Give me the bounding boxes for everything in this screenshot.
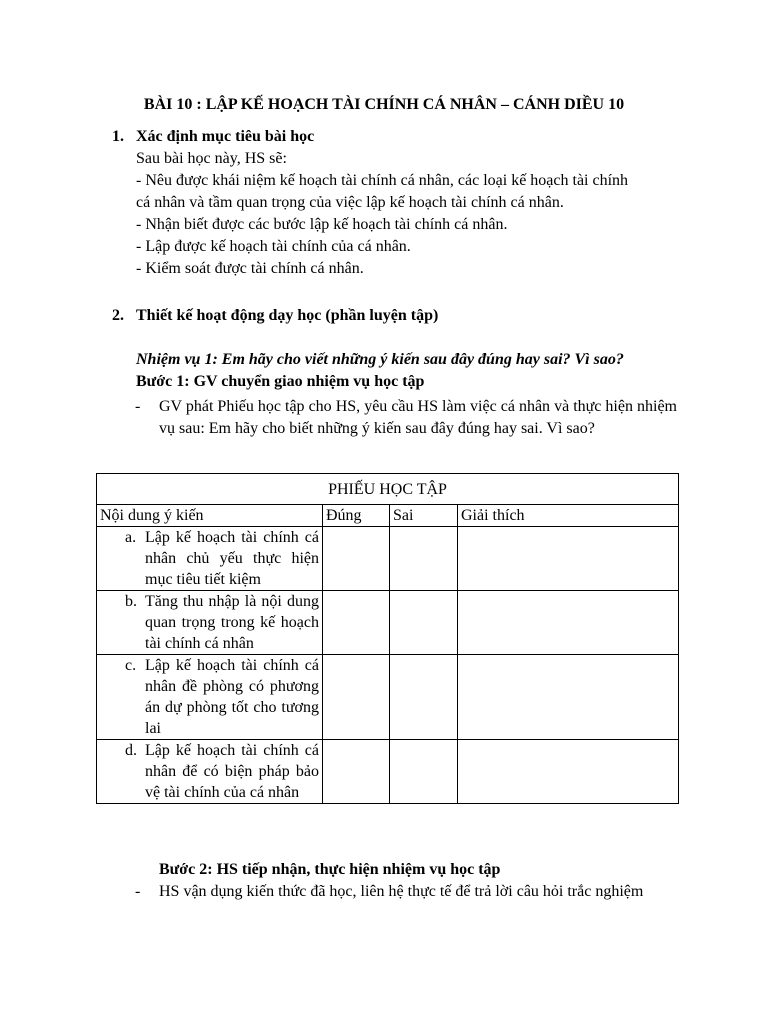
opinion-text: Lập kế hoạch tài chính cá nhân đề phòng có phương án dự phòng tốt cho tương lai bbox=[145, 657, 319, 737]
false-answer-cell[interactable] bbox=[390, 591, 458, 655]
opinion-label: a. bbox=[125, 529, 137, 546]
table-header-row bbox=[97, 505, 679, 527]
opinion-cell bbox=[97, 740, 323, 804]
true-answer-cell[interactable] bbox=[323, 655, 390, 740]
step-2-list bbox=[135, 881, 655, 903]
section-heading: Xác định mục tiêu bài học bbox=[136, 128, 315, 145]
section-heading: Thiết kế hoạt động dạy học (phần luyện tập) bbox=[136, 307, 439, 324]
false-answer-cell[interactable] bbox=[390, 740, 458, 804]
false-answer-cell[interactable] bbox=[390, 527, 458, 591]
column-header: Giải thích bbox=[458, 505, 679, 527]
column-header: Nội dung ý kiến bbox=[97, 505, 323, 527]
section-number: 2. bbox=[112, 307, 124, 324]
opinion-label: d. bbox=[125, 742, 137, 759]
explanation-cell[interactable] bbox=[458, 591, 679, 655]
objective-line: cá nhân và tầm quan trọng của việc lập kế hoạch tài chính cá nhân. bbox=[136, 194, 564, 211]
worksheet-table bbox=[96, 473, 679, 804]
table-row bbox=[97, 655, 679, 740]
true-answer-cell[interactable] bbox=[323, 527, 390, 591]
opinion-label: c. bbox=[125, 657, 137, 674]
opinion-cell bbox=[97, 591, 323, 655]
opinion-cell bbox=[97, 655, 323, 740]
page-title: BÀI 10 : LẬP KẾ HOẠCH TÀI CHÍNH CÁ NHÂN – CÁNH DIỀU 10 bbox=[143, 96, 625, 113]
explanation-cell[interactable] bbox=[458, 655, 679, 740]
dash-marker: - bbox=[135, 398, 141, 415]
column-header: Sai bbox=[390, 505, 458, 527]
opinion-text: Lập kế hoạch tài chính cá nhân chủ yếu thực hiện mục tiêu tiết kiệm bbox=[145, 529, 319, 588]
step-1-list bbox=[135, 396, 677, 440]
section-number: 1. bbox=[112, 128, 124, 145]
objective-line: - Lập được kế hoạch tài chính của cá nhân. bbox=[136, 238, 411, 255]
step-2-text: HS vận dụng kiến thức đã học, liên hệ thực tế để trả lời câu hỏi trắc nghiệm bbox=[159, 883, 644, 900]
section-objectives bbox=[112, 126, 682, 280]
table-row bbox=[97, 740, 679, 804]
column-header: Đúng bbox=[323, 505, 390, 527]
section-intro: Sau bài học này, HS sẽ: bbox=[136, 150, 287, 167]
step-1-heading: Bước 1: GV chuyển giao nhiệm vụ học tập bbox=[136, 373, 425, 390]
explanation-cell[interactable] bbox=[458, 740, 679, 804]
list-item bbox=[135, 396, 677, 440]
worksheet-title: PHIẾU HỌC TẬP bbox=[97, 474, 679, 505]
false-answer-cell[interactable] bbox=[390, 655, 458, 740]
opinion-text: Lập kế hoạch tài chính cá nhân để có biện pháp bảo vệ tài chính của cá nhân bbox=[145, 742, 319, 801]
opinion-text: Tăng thu nhập là nội dung quan trọng trong kế hoạch tài chính cá nhân bbox=[145, 593, 319, 652]
objective-line: - Nêu được khái niệm kế hoạch tài chính cá nhân, các loại kế hoạch tài chính bbox=[136, 172, 629, 189]
list-item bbox=[135, 881, 655, 903]
table-row bbox=[97, 591, 679, 655]
opinion-cell bbox=[97, 527, 323, 591]
true-answer-cell[interactable] bbox=[323, 740, 390, 804]
explanation-cell[interactable] bbox=[458, 527, 679, 591]
section-activity bbox=[112, 305, 682, 327]
task-block bbox=[136, 349, 696, 393]
step-2-heading: Bước 2: HS tiếp nhận, thực hiện nhiệm vụ học tập bbox=[159, 861, 501, 878]
task-heading: Nhiệm vụ 1: Em hãy cho viết những ý kiến sau đây đúng hay sai? Vì sao? bbox=[136, 351, 624, 368]
objective-line: - Kiểm soát được tài chính cá nhân. bbox=[136, 260, 364, 277]
step-1-text: GV phát Phiếu học tập cho HS, yêu cầu HS làm việc cá nhân và thực hiện nhiệm vụ sau: Em hãy cho biết những ý kiến sau đây đúng hay sai. Vì sao? bbox=[159, 398, 677, 437]
worksheet-title-row bbox=[97, 474, 679, 505]
table-row bbox=[97, 527, 679, 591]
objective-line: - Nhận biết được các bước lập kế hoạch tài chính cá nhân. bbox=[136, 216, 508, 233]
dash-marker: - bbox=[135, 883, 141, 900]
opinion-label: b. bbox=[125, 593, 137, 610]
true-answer-cell[interactable] bbox=[323, 591, 390, 655]
